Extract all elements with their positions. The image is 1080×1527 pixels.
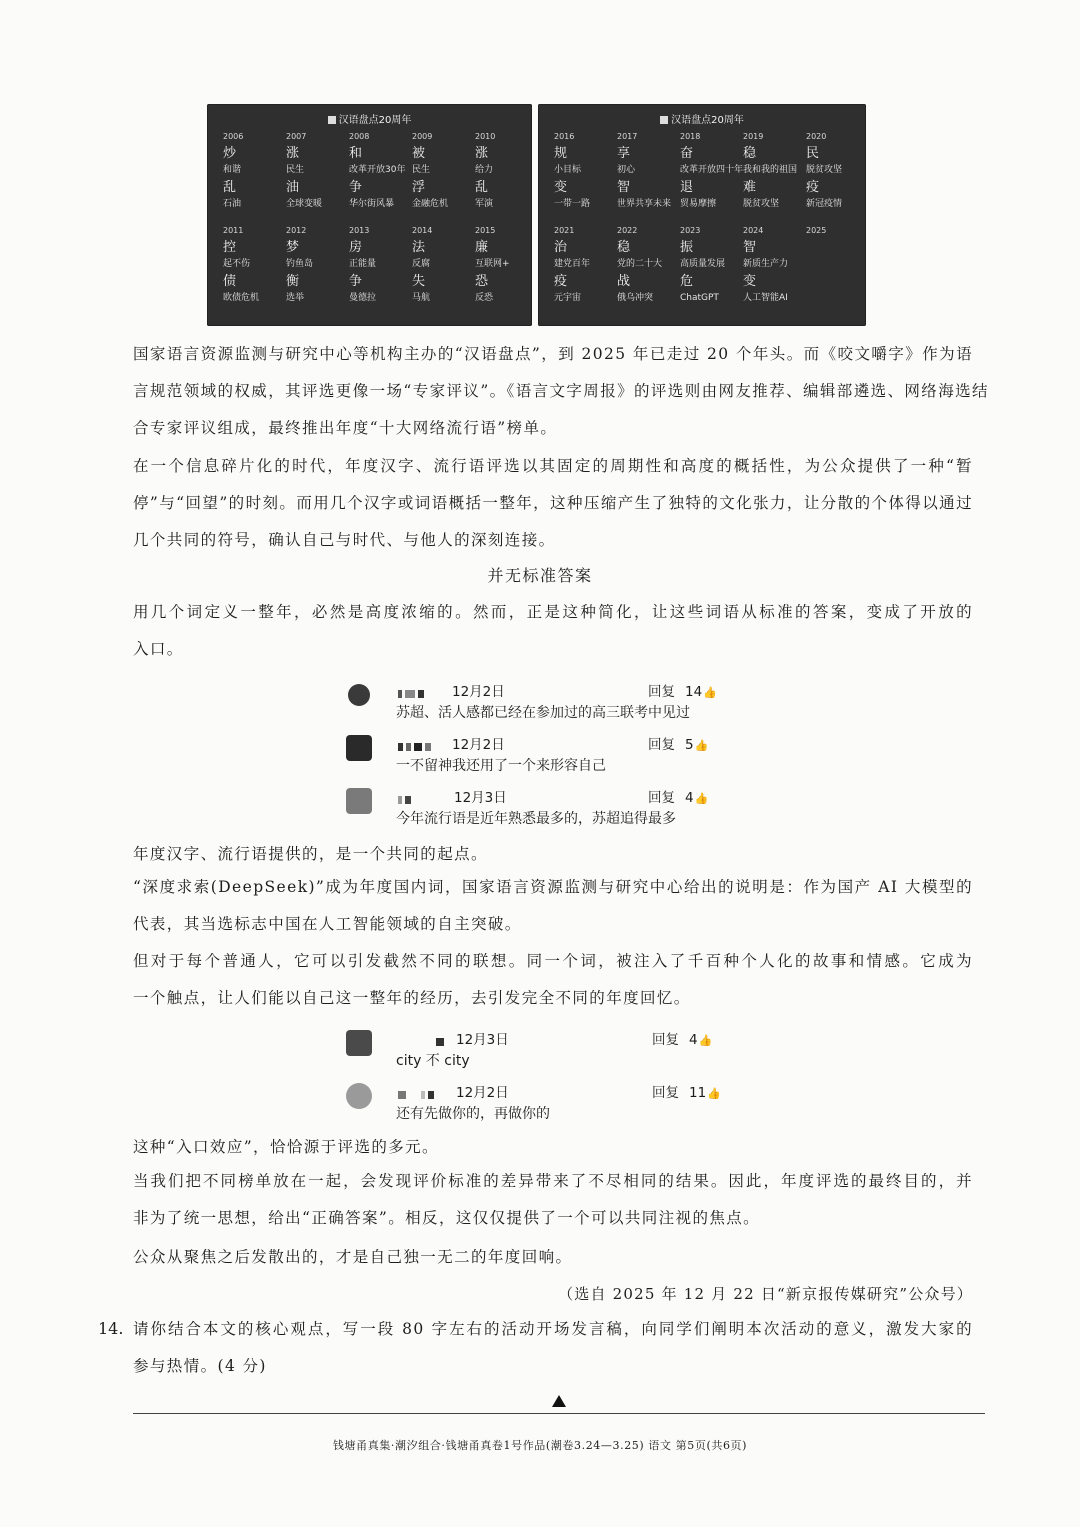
continue-triangle-icon (552, 1395, 566, 1407)
annual-character: 争 (349, 180, 364, 195)
hanyu-board-2016-2025 (538, 104, 866, 326)
comment-date: 12月2日 (456, 1085, 509, 1101)
annual-phrase: 建党百年 (554, 259, 591, 269)
comment-date: 12月2日 (452, 737, 505, 753)
logo-icon (660, 116, 668, 124)
annual-phrase: 钓鱼岛 (286, 259, 314, 269)
annual-phrase: 石油 (223, 199, 242, 209)
comment-text: 苏超、活人感都已经在参加过的高三联考中见过 (396, 705, 690, 721)
year-label: 2024 (743, 226, 764, 235)
reply-likes[interactable] (648, 680, 717, 700)
year-label: 2016 (554, 132, 575, 141)
board-title (207, 111, 532, 126)
annual-character: 债 (223, 274, 238, 289)
annual-character: 涨 (475, 146, 490, 161)
year-label: 2013 (349, 226, 370, 235)
year-column-2008 (349, 132, 413, 213)
text-line: 一个触点，让人们能以自己这一整年的经历，去引发完全不同的年度回忆。 (133, 989, 691, 1007)
thumbs-up-icon[interactable]: 👍 (694, 739, 709, 752)
blurred-username (436, 1031, 447, 1041)
comment-date: 12月3日 (456, 1032, 509, 1048)
year-label: 2023 (680, 226, 701, 235)
annual-character: 乱 (475, 180, 490, 195)
annual-character (806, 239, 870, 256)
question-number: 14. (98, 1319, 124, 1338)
annual-phrase: 我和我的祖国 (743, 165, 798, 175)
annual-character: 难 (743, 180, 758, 195)
comment-text: 一不留神我还用了一个来形容自己 (396, 758, 606, 774)
year-column-2022 (617, 226, 681, 307)
question-text (133, 1311, 973, 1385)
annual-character: 振 (680, 240, 695, 255)
source-citation: （选自 2025 年 12 月 22 日“新京报传媒研究”公众号） (558, 1285, 973, 1303)
year-column-2010 (475, 132, 539, 213)
annual-character: 房 (349, 240, 364, 255)
avatar (346, 1030, 372, 1056)
year-label: 2008 (349, 132, 370, 141)
annual-character: 衡 (286, 274, 301, 289)
year-column-2007 (286, 132, 350, 213)
text-line: 这种“入口效应”，恰恰源于评选的多元。 (133, 1138, 439, 1156)
comment-text: 今年流行语是近年熟悉最多的，苏超追得最多 (396, 811, 676, 827)
year-label: 2006 (223, 132, 244, 141)
annual-phrase: 和谐 (223, 165, 242, 175)
annual-phrase: 脱贫攻坚 (806, 165, 843, 175)
annual-character: 浮 (412, 180, 427, 195)
comment-item (340, 680, 740, 724)
year-label: 2021 (554, 226, 575, 235)
year-label: 2017 (617, 132, 638, 141)
annual-character: 恐 (475, 274, 490, 289)
reply-label[interactable]: 回复 (648, 684, 675, 700)
text-line: 用几个词定义一整年，必然是高度浓缩的。然而，正是这种简化，让这些词语从标准的答案，变成了开放的 (133, 603, 973, 621)
year-column-2016 (554, 132, 618, 213)
annual-phrase: 互联网+ (475, 259, 510, 269)
year-label: 2012 (286, 226, 307, 235)
year-column-2006 (223, 132, 287, 213)
annual-phrase: 世界共享未来 (617, 199, 672, 209)
year-column-2019 (743, 132, 807, 213)
reply-label[interactable]: 回复 (652, 1032, 679, 1048)
board-title-text: 汉语盘点20周年 (338, 115, 412, 126)
annual-phrase: 起不伤 (223, 259, 251, 269)
year-label: 2011 (223, 226, 244, 235)
year-label: 2009 (412, 132, 433, 141)
annual-character: 法 (412, 240, 427, 255)
comment-text: city 不 city (396, 1053, 470, 1069)
annual-phrase: 初心 (617, 165, 636, 175)
logo-icon (328, 116, 336, 124)
reply-likes[interactable] (648, 733, 708, 753)
paragraph-intro (133, 336, 989, 447)
paragraph-deepseek (133, 869, 973, 943)
like-count: 14 (685, 684, 703, 700)
avatar (348, 684, 370, 706)
text-line: 公众从聚焦之后发散出的，才是自己独一无二的年度回响。 (133, 1248, 573, 1266)
year-column-2012 (286, 226, 350, 307)
annual-character: 治 (554, 240, 569, 255)
paragraph-context (133, 448, 973, 559)
annual-phrase: 民生 (286, 165, 305, 175)
paragraph-associations (133, 943, 973, 1017)
annual-phrase: 改革开放四十年 (680, 165, 744, 175)
paragraph-open-entry (133, 594, 973, 668)
blurred-username (398, 683, 427, 693)
text-line: 当我们把不同榜单放在一起，会发现评价标准的差异带来了不尽相同的结果。因此，年度评选的最终目的，并 (133, 1172, 973, 1190)
like-count: 11 (689, 1085, 707, 1101)
annual-character: 规 (554, 146, 569, 161)
annual-phrase: 选举 (286, 293, 305, 303)
blurred-username (398, 1084, 437, 1094)
annual-character: 智 (617, 180, 632, 195)
annual-phrase (806, 290, 870, 307)
annual-phrase: 欧债危机 (223, 293, 260, 303)
year-label: 2018 (680, 132, 701, 141)
annual-phrase: 新冠疫情 (806, 199, 843, 209)
year-column-2018 (680, 132, 744, 213)
comment-date: 12月3日 (454, 790, 507, 806)
avatar (346, 1083, 372, 1109)
annual-phrase: 党的二十大 (617, 259, 663, 269)
comment-item (340, 733, 740, 777)
annual-phrase: 改革开放30年 (349, 165, 406, 175)
annual-phrase: 金融危机 (412, 199, 449, 209)
annual-character: 享 (617, 146, 632, 161)
comment-text: 还有先做你的，再做你的 (396, 1106, 550, 1122)
year-label: 2010 (475, 132, 496, 141)
annual-character: 廉 (475, 240, 490, 255)
comment-item (340, 1028, 740, 1072)
annual-character: 疫 (806, 180, 821, 195)
reply-likes[interactable] (648, 786, 708, 806)
thumbs-up-icon[interactable]: 👍 (698, 1034, 713, 1047)
year-label: 2014 (412, 226, 433, 235)
year-column-2017 (617, 132, 681, 213)
text-line: 国家语言资源监测与研究中心等机构主办的“汉语盘点”，到 2025 年已走过 20 个年头。而《咬文嚼字》作为语 (133, 345, 973, 363)
reply-label[interactable]: 回复 (648, 737, 675, 753)
reply-likes[interactable] (652, 1081, 721, 1101)
comment-item (340, 1081, 740, 1125)
annual-phrase: 华尔街风暴 (349, 199, 395, 209)
annual-character: 梦 (286, 240, 301, 255)
annual-character: 和 (349, 146, 364, 161)
year-column-2023 (680, 226, 744, 307)
text-line: 年度汉字、流行语提供的，是一个共同的起点。 (133, 845, 488, 863)
like-count: 5 (685, 737, 694, 753)
annual-character: 战 (617, 274, 632, 289)
annual-phrase: 脱贫攻坚 (743, 199, 780, 209)
annual-phrase: 正能量 (349, 259, 377, 269)
page-footer: 钱塘甬真集·潮汐组合·钱塘甬真卷1号作品(潮卷3.24—3.25) 语文 第5页(共6页) (332, 1439, 748, 1452)
annual-phrase: 俄乌冲突 (617, 293, 654, 303)
reply-label[interactable]: 回复 (648, 790, 675, 806)
annual-character: 控 (223, 240, 238, 255)
annual-character: 民 (806, 146, 821, 161)
blurred-username (398, 736, 434, 746)
annual-phrase: 民生 (412, 165, 431, 175)
annual-character: 智 (743, 240, 758, 255)
text-line: 但对于每个普通人，它可以引发截然不同的联想。同一个词，被注入了千百种个人化的故事和情感。它成为 (133, 952, 973, 970)
year-label: 2022 (617, 226, 638, 235)
annual-phrase: 新质生产力 (743, 259, 789, 269)
year-label: 2019 (743, 132, 764, 141)
text-line: 在一个信息碎片化的时代，年度汉字、流行语评选以其固定的周期性和高度的概括性，为公众提供了一种“暂 (133, 457, 973, 475)
year-column-2015 (475, 226, 539, 307)
like-count: 4 (685, 790, 694, 806)
thumbs-up-icon[interactable]: 👍 (707, 1087, 721, 1100)
annual-phrase (806, 256, 870, 273)
annual-phrase: 人工智能AI (743, 293, 788, 303)
annual-character: 变 (743, 274, 758, 289)
thumbs-up-icon[interactable]: 👍 (703, 686, 717, 699)
year-column-2020 (806, 132, 870, 213)
year-column-2009 (412, 132, 476, 213)
annual-phrase: 曼德拉 (349, 293, 377, 303)
year-label: 2025 (806, 226, 827, 235)
text-line: “深度求索(DeepSeek)”成为年度国内词，国家语言资源监测与研究中心给出的说明是：作为国产 AI 大模型的 (133, 878, 973, 896)
annual-character: 变 (554, 180, 569, 195)
text-line: 言规范领域的权威，其评选更像一场“专家评议”。《语言文字周报》的评选则由网友推荐、编辑部遴选、网络海选结 (133, 382, 989, 400)
annual-phrase: 高质量发展 (680, 259, 726, 269)
comment-item (340, 786, 740, 830)
annual-character: 危 (680, 274, 695, 289)
year-column-2011 (223, 226, 287, 307)
year-column-2013 (349, 226, 413, 307)
annual-character: 稳 (617, 240, 632, 255)
annual-character: 涨 (286, 146, 301, 161)
annual-character: 稳 (743, 146, 758, 161)
annual-phrase: ChatGPT (680, 293, 719, 303)
annual-character: 油 (286, 180, 301, 195)
annual-character: 奋 (680, 146, 695, 161)
paragraph-conclusion (133, 1163, 973, 1237)
annual-character: 被 (412, 146, 427, 161)
annual-phrase: 反恐 (475, 293, 494, 303)
annual-phrase: 军演 (475, 199, 494, 209)
comment-date: 12月2日 (452, 684, 505, 700)
reply-likes[interactable] (652, 1028, 712, 1048)
text-line: 请你结合本文的核心观点，写一段 80 字左右的活动开场发言稿，向同学们阐明本次活动的意义，激发大家的 (133, 1320, 973, 1338)
year-column-2024 (743, 226, 807, 307)
year-column-2021 (554, 226, 618, 307)
annual-phrase: 马航 (412, 293, 431, 303)
like-count: 4 (689, 1032, 698, 1048)
text-line: 停”与“回望”的时刻。而用几个汉字或词语概括一整年，这种压缩产生了独特的文化张力，让分散的个体得以通过 (133, 494, 973, 512)
annual-phrase: 全球变暖 (286, 199, 323, 209)
text-line: 入口。 (133, 640, 184, 658)
text-line: 合专家评议组成，最终推出年度“十大网络流行语”榜单。 (133, 419, 558, 437)
text-line: 参与热情。(4 分) (133, 1357, 267, 1375)
year-label: 2015 (475, 226, 496, 235)
annual-character (806, 273, 870, 290)
annual-phrase: 贸易摩擦 (680, 199, 717, 209)
annual-phrase: 给力 (475, 165, 494, 175)
annual-phrase: 元宇宙 (554, 293, 582, 303)
hanyu-board-2006-2015 (207, 104, 532, 326)
annual-character: 退 (680, 180, 695, 195)
annual-character: 乱 (223, 180, 238, 195)
text-line: 几个共同的符号，确认自己与时代、与他人的深刻连接。 (133, 531, 556, 549)
footer-divider (133, 1413, 985, 1414)
avatar (346, 735, 372, 761)
year-column-2025 (806, 226, 870, 307)
annual-character: 疫 (554, 274, 569, 289)
annual-phrase: 反腐 (412, 259, 431, 269)
thumbs-up-icon[interactable]: 👍 (694, 792, 709, 805)
blurred-username (398, 789, 414, 799)
annual-character: 争 (349, 274, 364, 289)
text-line: 代表，其当选标志中国在人工智能领域的自主突破。 (133, 915, 522, 933)
year-label: 2020 (806, 132, 827, 141)
reply-label[interactable]: 回复 (652, 1085, 679, 1101)
annual-character: 炒 (223, 146, 238, 161)
year-label: 2007 (286, 132, 307, 141)
board-title (538, 111, 866, 126)
year-column-2014 (412, 226, 476, 307)
annual-character: 失 (412, 274, 427, 289)
text-line: 非为了统一思想，给出“正确答案”。相反，这仅仅提供了一个可以共同注视的焦点。 (133, 1209, 761, 1227)
annual-phrase: 小目标 (554, 165, 582, 175)
avatar (346, 788, 372, 814)
section-heading: 并无标准答案 (487, 566, 593, 585)
board-title-text: 汉语盘点20周年 (671, 115, 744, 126)
annual-phrase: 一带一路 (554, 199, 591, 209)
